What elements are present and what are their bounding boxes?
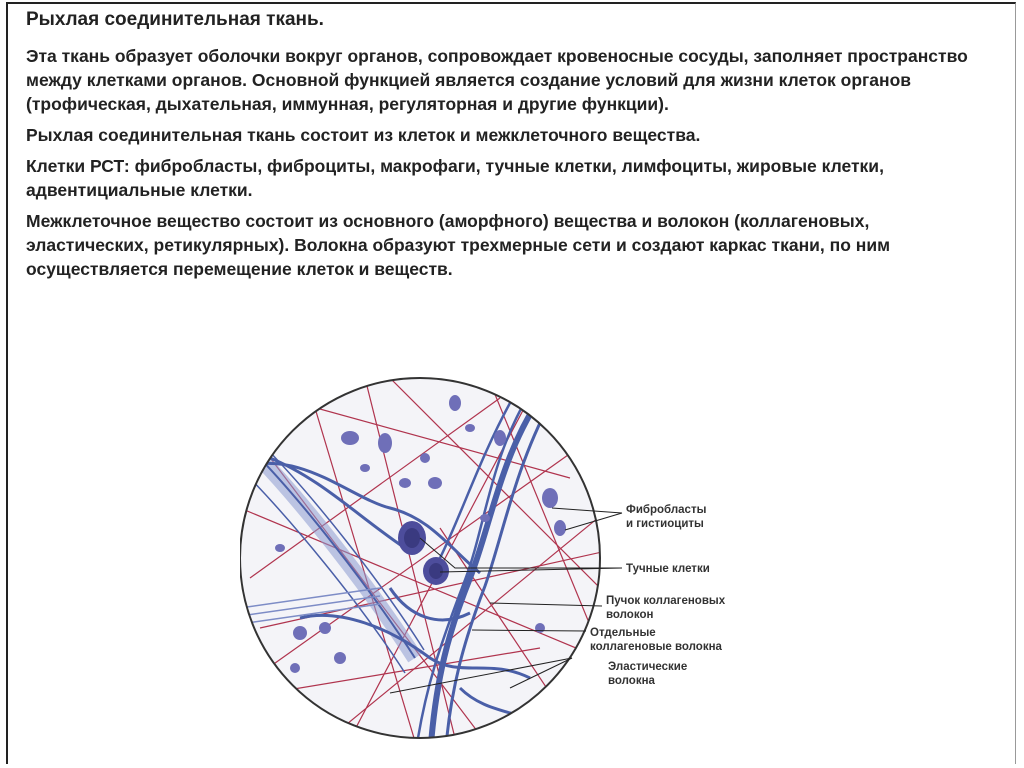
paragraph-cells: Клетки РСТ: фибробласты, фиброциты, макрофаги, тучные клетки, лимфоциты, жировые клетки, адвентициальные клетки. (26, 156, 884, 200)
label-elastic-line1: Эластические (608, 661, 688, 673)
label-fibroblasts (626, 503, 706, 531)
label-elastic-line2: волокна (608, 675, 655, 687)
paragraph-composition: Рыхлая соединительная ткань состоит из клеток и межклеточного вещества. (26, 125, 701, 145)
label-separate-collagen-line1: Отдельные (590, 627, 656, 639)
label-collagen-bundle (606, 594, 725, 622)
label-mast-cells (626, 562, 710, 576)
label-mast-cells-text: Тучные клетки (626, 563, 710, 575)
slide-body (26, 44, 986, 288)
tissue-micrograph-illustration (240, 358, 770, 760)
tissue-diagram (240, 358, 770, 760)
paragraph-matrix: Межклеточное вещество состоит из основного (аморфного) вещества и волокон (коллагеновых, эластических, ретикулярных). Волокна образуют трехмерные сети и создают каркас ткани, по ним осуществляется перемещение клеток и веществ. (26, 211, 891, 279)
label-elastic-fibers (608, 660, 687, 688)
label-collagen-bundle-line2: волокон (606, 609, 654, 621)
paragraph-definition: Эта ткань образует оболочки вокруг органов, сопровождает кровеносные сосуды, заполняет пространство между клетками органов. Основной функцией является создание условий для жизни клеток органов (трофическая, дыхательная, иммунная, регуляторная и другие функции). (26, 46, 968, 114)
label-fibroblasts-line2: и гистиоциты (626, 518, 704, 530)
label-collagen-bundle-line1: Пучок коллагеновых (606, 595, 726, 607)
label-separate-collagen-line2: коллагеновые волокна (590, 641, 722, 653)
slide-title: Рыхлая соединительная ткань. (26, 9, 324, 30)
label-fibroblasts-line1: Фибробласты (626, 504, 707, 516)
microscope-field (240, 378, 600, 738)
label-separate-collagen (590, 626, 722, 654)
